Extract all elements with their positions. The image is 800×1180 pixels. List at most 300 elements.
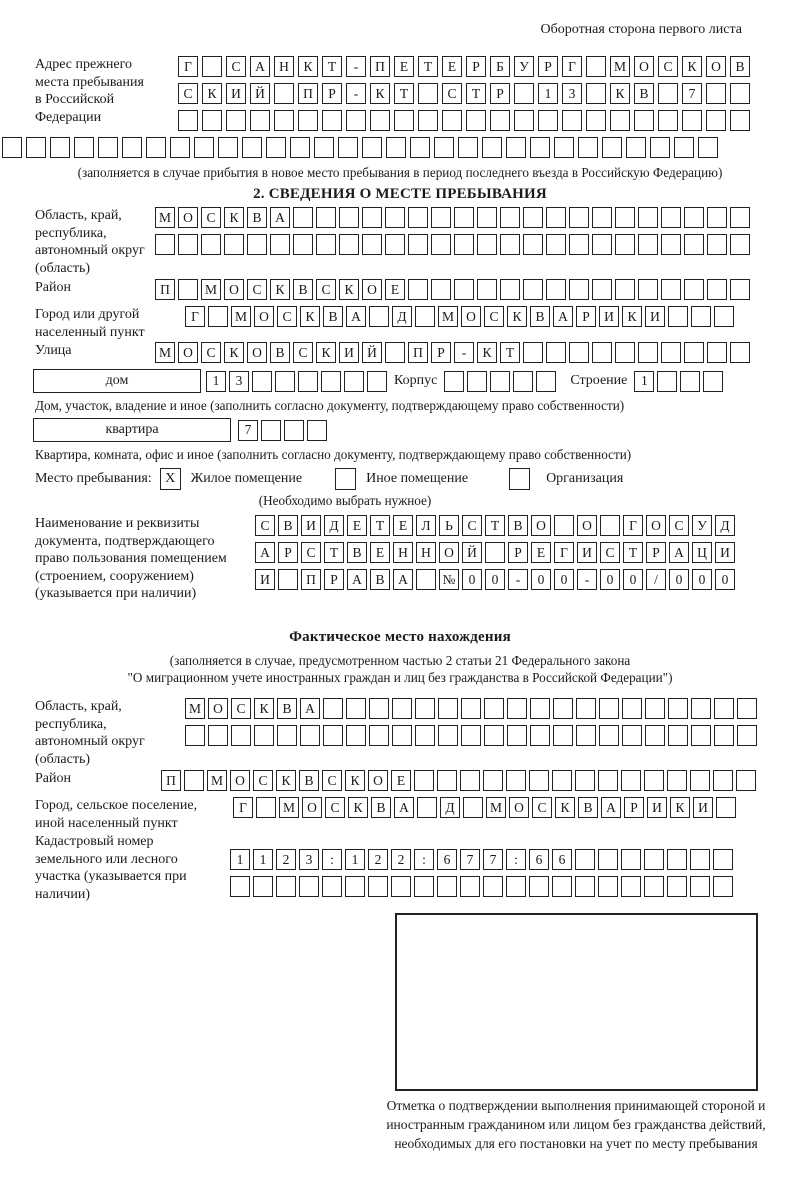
char-box[interactable] [737, 698, 757, 719]
char-box[interactable] [270, 234, 290, 255]
organizatsiya-checkbox[interactable] [509, 468, 530, 490]
char-box[interactable]: У [692, 515, 712, 536]
char-box[interactable] [202, 110, 222, 131]
char-box[interactable]: В [299, 770, 319, 791]
char-box[interactable] [466, 110, 486, 131]
char-box[interactable] [26, 137, 46, 158]
char-box[interactable]: Д [392, 306, 412, 327]
char-box[interactable] [431, 207, 451, 228]
char-box[interactable] [690, 849, 710, 870]
char-box[interactable] [323, 725, 343, 746]
char-box[interactable]: К [254, 698, 274, 719]
char-box[interactable] [707, 207, 727, 228]
char-box[interactable] [576, 725, 596, 746]
char-box[interactable]: П [155, 279, 175, 300]
char-box[interactable]: 7 [483, 849, 503, 870]
char-box[interactable] [667, 770, 687, 791]
char-box[interactable] [431, 279, 451, 300]
char-box[interactable]: 2 [368, 849, 388, 870]
char-box[interactable]: Т [466, 83, 486, 104]
char-box[interactable]: Д [715, 515, 735, 536]
char-box[interactable]: М [438, 306, 458, 327]
char-box[interactable]: Е [347, 515, 367, 536]
char-box[interactable]: М [610, 56, 630, 77]
char-box[interactable] [707, 279, 727, 300]
char-box[interactable]: О [577, 515, 597, 536]
char-box[interactable]: К [300, 306, 320, 327]
char-box[interactable]: В [270, 342, 290, 363]
char-box[interactable]: Р [538, 56, 558, 77]
char-box[interactable] [410, 137, 430, 158]
char-box[interactable] [530, 137, 550, 158]
char-box[interactable]: С [253, 770, 273, 791]
char-box[interactable] [385, 234, 405, 255]
char-box[interactable] [730, 83, 750, 104]
char-box[interactable]: : [322, 849, 342, 870]
char-box[interactable] [300, 725, 320, 746]
char-box[interactable] [224, 234, 244, 255]
char-box[interactable] [690, 770, 710, 791]
char-box[interactable]: О [368, 770, 388, 791]
char-box[interactable]: Н [274, 56, 294, 77]
char-box[interactable]: О [178, 207, 198, 228]
char-box[interactable] [415, 698, 435, 719]
char-box[interactable]: Т [370, 515, 390, 536]
char-box[interactable] [460, 876, 480, 897]
char-box[interactable]: К [298, 56, 318, 77]
char-box[interactable]: П [301, 569, 321, 590]
char-box[interactable] [346, 110, 366, 131]
char-box[interactable]: И [255, 569, 275, 590]
char-box[interactable] [638, 234, 658, 255]
char-box[interactable] [278, 569, 298, 590]
char-box[interactable]: Т [485, 515, 505, 536]
char-box[interactable] [707, 234, 727, 255]
char-box[interactable] [730, 110, 750, 131]
char-box[interactable] [370, 110, 390, 131]
char-box[interactable] [569, 279, 589, 300]
char-box[interactable] [418, 110, 438, 131]
char-box[interactable]: Т [623, 542, 643, 563]
char-box[interactable]: И [715, 542, 735, 563]
char-box[interactable] [74, 137, 94, 158]
char-box[interactable]: Г [562, 56, 582, 77]
char-box[interactable]: Д [324, 515, 344, 536]
char-box[interactable]: С [201, 207, 221, 228]
char-box[interactable]: Е [385, 279, 405, 300]
char-box[interactable] [684, 342, 704, 363]
char-box[interactable] [490, 371, 510, 392]
char-box[interactable]: О [254, 306, 274, 327]
char-box[interactable]: А [255, 542, 275, 563]
char-box[interactable] [552, 876, 572, 897]
char-box[interactable]: П [408, 342, 428, 363]
char-box[interactable] [713, 770, 733, 791]
char-box[interactable] [575, 849, 595, 870]
char-box[interactable] [274, 110, 294, 131]
char-box[interactable]: 3 [229, 371, 249, 392]
char-box[interactable]: Й [250, 83, 270, 104]
char-box[interactable] [713, 876, 733, 897]
char-box[interactable]: А [250, 56, 270, 77]
char-box[interactable] [644, 876, 664, 897]
char-box[interactable] [218, 137, 238, 158]
char-box[interactable] [714, 725, 734, 746]
char-box[interactable] [275, 371, 295, 392]
char-box[interactable]: Г [233, 797, 253, 818]
char-box[interactable] [615, 207, 635, 228]
char-box[interactable] [506, 770, 526, 791]
char-box[interactable]: 0 [623, 569, 643, 590]
char-box[interactable]: 1 [345, 849, 365, 870]
char-box[interactable] [691, 698, 711, 719]
char-box[interactable] [682, 110, 702, 131]
char-box[interactable]: Н [416, 542, 436, 563]
char-box[interactable]: М [486, 797, 506, 818]
char-box[interactable] [657, 371, 677, 392]
char-box[interactable]: М [231, 306, 251, 327]
char-box[interactable] [321, 371, 341, 392]
char-box[interactable] [394, 110, 414, 131]
char-box[interactable]: И [577, 542, 597, 563]
char-box[interactable] [298, 371, 318, 392]
char-box[interactable] [266, 137, 286, 158]
char-box[interactable]: Д [440, 797, 460, 818]
char-box[interactable] [575, 876, 595, 897]
char-box[interactable]: С [178, 83, 198, 104]
char-box[interactable] [2, 137, 22, 158]
char-box[interactable]: О [362, 279, 382, 300]
char-box[interactable] [444, 371, 464, 392]
char-box[interactable]: М [185, 698, 205, 719]
char-box[interactable]: А [347, 569, 367, 590]
char-box[interactable] [276, 876, 296, 897]
char-box[interactable] [434, 137, 454, 158]
char-box[interactable] [299, 876, 319, 897]
char-box[interactable]: 0 [462, 569, 482, 590]
char-box[interactable]: Е [442, 56, 462, 77]
char-box[interactable] [586, 56, 606, 77]
char-box[interactable]: О [247, 342, 267, 363]
char-box[interactable] [554, 137, 574, 158]
char-box[interactable] [691, 306, 711, 327]
char-box[interactable]: С [226, 56, 246, 77]
char-box[interactable] [316, 234, 336, 255]
char-box[interactable]: К [316, 342, 336, 363]
char-box[interactable]: 6 [529, 849, 549, 870]
char-box[interactable]: Л [416, 515, 436, 536]
char-box[interactable] [362, 137, 382, 158]
char-box[interactable]: Т [324, 542, 344, 563]
char-box[interactable] [552, 770, 572, 791]
char-box[interactable] [202, 56, 222, 77]
char-box[interactable] [408, 207, 428, 228]
char-box[interactable] [483, 770, 503, 791]
char-box[interactable]: К [224, 207, 244, 228]
char-box[interactable]: Р [278, 542, 298, 563]
char-box[interactable] [713, 849, 733, 870]
char-box[interactable]: А [300, 698, 320, 719]
char-box[interactable]: И [339, 342, 359, 363]
char-box[interactable]: К [270, 279, 290, 300]
char-box[interactable]: И [693, 797, 713, 818]
char-box[interactable] [691, 725, 711, 746]
char-box[interactable] [416, 569, 436, 590]
char-box[interactable]: М [155, 342, 175, 363]
char-box[interactable] [730, 207, 750, 228]
char-box[interactable] [322, 110, 342, 131]
char-box[interactable] [369, 306, 389, 327]
char-box[interactable]: С [255, 515, 275, 536]
char-box[interactable] [661, 234, 681, 255]
char-box[interactable]: О [461, 306, 481, 327]
char-box[interactable] [529, 770, 549, 791]
char-box[interactable]: Е [391, 770, 411, 791]
char-box[interactable]: Ь [439, 515, 459, 536]
char-box[interactable]: 1 [230, 849, 250, 870]
char-box[interactable]: О [509, 797, 529, 818]
char-box[interactable] [538, 110, 558, 131]
char-box[interactable] [576, 698, 596, 719]
char-box[interactable] [730, 279, 750, 300]
char-box[interactable]: Б [490, 56, 510, 77]
char-box[interactable]: О [178, 342, 198, 363]
char-box[interactable] [323, 698, 343, 719]
char-box[interactable]: И [645, 306, 665, 327]
inoe-checkbox[interactable] [335, 468, 356, 490]
char-box[interactable]: С [231, 698, 251, 719]
char-box[interactable] [667, 849, 687, 870]
char-box[interactable] [598, 849, 618, 870]
char-box[interactable]: Р [490, 83, 510, 104]
char-box[interactable] [277, 725, 297, 746]
char-box[interactable] [698, 137, 718, 158]
char-box[interactable] [386, 137, 406, 158]
char-box[interactable]: - [577, 569, 597, 590]
char-box[interactable]: Т [322, 56, 342, 77]
char-box[interactable]: 7 [460, 849, 480, 870]
char-box[interactable]: С [201, 342, 221, 363]
char-box[interactable] [247, 234, 267, 255]
char-box[interactable] [483, 876, 503, 897]
char-box[interactable] [484, 698, 504, 719]
char-box[interactable] [523, 279, 543, 300]
char-box[interactable]: С [669, 515, 689, 536]
char-box[interactable]: Р [322, 83, 342, 104]
char-box[interactable] [645, 725, 665, 746]
char-box[interactable] [690, 876, 710, 897]
char-box[interactable]: В [347, 542, 367, 563]
char-box[interactable]: П [370, 56, 390, 77]
char-box[interactable]: И [647, 797, 667, 818]
char-box[interactable]: Р [576, 306, 596, 327]
char-box[interactable] [293, 234, 313, 255]
char-box[interactable] [536, 371, 556, 392]
char-box[interactable] [362, 234, 382, 255]
char-box[interactable] [467, 371, 487, 392]
char-box[interactable] [569, 207, 589, 228]
char-box[interactable] [392, 698, 412, 719]
char-box[interactable] [231, 725, 251, 746]
char-box[interactable] [391, 876, 411, 897]
char-box[interactable] [684, 279, 704, 300]
char-box[interactable] [500, 234, 520, 255]
char-box[interactable]: - [508, 569, 528, 590]
char-box[interactable] [438, 725, 458, 746]
char-box[interactable] [546, 342, 566, 363]
char-box[interactable]: К [670, 797, 690, 818]
char-box[interactable] [437, 876, 457, 897]
char-box[interactable] [514, 110, 534, 131]
char-box[interactable]: 2 [276, 849, 296, 870]
char-box[interactable]: 0 [715, 569, 735, 590]
char-box[interactable] [736, 770, 756, 791]
char-box[interactable]: С [484, 306, 504, 327]
char-box[interactable]: К [348, 797, 368, 818]
char-box[interactable]: О [302, 797, 322, 818]
char-box[interactable]: Р [646, 542, 666, 563]
char-box[interactable] [253, 876, 273, 897]
char-box[interactable]: И [226, 83, 246, 104]
char-box[interactable] [610, 110, 630, 131]
char-box[interactable]: Р [508, 542, 528, 563]
char-box[interactable] [415, 725, 435, 746]
char-box[interactable] [293, 207, 313, 228]
char-box[interactable]: М [279, 797, 299, 818]
char-box[interactable] [485, 542, 505, 563]
char-box[interactable] [362, 207, 382, 228]
char-box[interactable]: 0 [531, 569, 551, 590]
char-box[interactable] [592, 279, 612, 300]
char-box[interactable]: К [555, 797, 575, 818]
char-box[interactable] [530, 698, 550, 719]
char-box[interactable]: М [207, 770, 227, 791]
char-box[interactable]: 3 [562, 83, 582, 104]
char-box[interactable]: А [553, 306, 573, 327]
char-box[interactable] [146, 137, 166, 158]
char-box[interactable]: 0 [600, 569, 620, 590]
char-box[interactable] [226, 110, 246, 131]
char-box[interactable] [638, 279, 658, 300]
char-box[interactable] [392, 725, 412, 746]
char-box[interactable] [523, 234, 543, 255]
char-box[interactable]: Т [500, 342, 520, 363]
char-box[interactable] [598, 876, 618, 897]
char-box[interactable] [703, 371, 723, 392]
char-box[interactable]: № [439, 569, 459, 590]
char-box[interactable] [477, 234, 497, 255]
char-box[interactable] [230, 876, 250, 897]
char-box[interactable]: : [506, 849, 526, 870]
char-box[interactable]: : [414, 849, 434, 870]
char-box[interactable]: 7 [682, 83, 702, 104]
char-box[interactable] [634, 110, 654, 131]
char-box[interactable] [602, 137, 622, 158]
char-box[interactable] [454, 279, 474, 300]
char-box[interactable]: А [393, 569, 413, 590]
char-box[interactable] [482, 137, 502, 158]
char-box[interactable] [316, 207, 336, 228]
char-box[interactable] [201, 234, 221, 255]
char-box[interactable]: А [669, 542, 689, 563]
char-box[interactable]: - [454, 342, 474, 363]
char-box[interactable] [569, 342, 589, 363]
char-box[interactable] [385, 207, 405, 228]
char-box[interactable] [714, 306, 734, 327]
char-box[interactable]: Р [324, 569, 344, 590]
char-box[interactable] [658, 110, 678, 131]
char-box[interactable]: В [247, 207, 267, 228]
char-box[interactable]: Г [178, 56, 198, 77]
char-box[interactable] [598, 770, 618, 791]
char-box[interactable] [368, 876, 388, 897]
char-box[interactable]: О [706, 56, 726, 77]
char-box[interactable]: Г [623, 515, 643, 536]
char-box[interactable]: В [323, 306, 343, 327]
char-box[interactable]: 6 [437, 849, 457, 870]
char-box[interactable] [408, 234, 428, 255]
char-box[interactable]: 7 [238, 420, 258, 441]
char-box[interactable]: 1 [538, 83, 558, 104]
char-box[interactable] [461, 725, 481, 746]
char-box[interactable]: Е [531, 542, 551, 563]
char-box[interactable] [658, 83, 678, 104]
char-box[interactable]: К [370, 83, 390, 104]
char-box[interactable]: К [202, 83, 222, 104]
char-box[interactable] [506, 137, 526, 158]
char-box[interactable]: П [161, 770, 181, 791]
char-box[interactable]: С [277, 306, 297, 327]
char-box[interactable] [322, 876, 342, 897]
char-box[interactable] [674, 137, 694, 158]
char-box[interactable]: А [601, 797, 621, 818]
char-box[interactable] [254, 725, 274, 746]
char-box[interactable] [586, 83, 606, 104]
char-box[interactable]: К [276, 770, 296, 791]
char-box[interactable]: Й [462, 542, 482, 563]
char-box[interactable]: В [278, 515, 298, 536]
char-box[interactable] [185, 725, 205, 746]
char-box[interactable] [252, 371, 272, 392]
char-box[interactable] [414, 876, 434, 897]
char-box[interactable] [415, 306, 435, 327]
char-box[interactable]: М [155, 207, 175, 228]
char-box[interactable] [338, 137, 358, 158]
char-box[interactable] [339, 234, 359, 255]
char-box[interactable]: С [462, 515, 482, 536]
char-box[interactable] [500, 207, 520, 228]
char-box[interactable] [668, 698, 688, 719]
char-box[interactable] [523, 342, 543, 363]
char-box[interactable] [261, 420, 281, 441]
char-box[interactable]: С [301, 542, 321, 563]
char-box[interactable] [621, 876, 641, 897]
char-box[interactable] [170, 137, 190, 158]
char-box[interactable]: Р [624, 797, 644, 818]
char-box[interactable] [408, 279, 428, 300]
char-box[interactable]: О [531, 515, 551, 536]
char-box[interactable]: - [346, 83, 366, 104]
char-box[interactable]: Р [466, 56, 486, 77]
char-box[interactable] [369, 725, 389, 746]
char-box[interactable] [346, 698, 366, 719]
char-box[interactable]: Е [370, 542, 390, 563]
char-box[interactable]: О [439, 542, 459, 563]
char-box[interactable] [461, 698, 481, 719]
char-box[interactable] [554, 515, 574, 536]
char-box[interactable] [500, 279, 520, 300]
char-box[interactable] [615, 279, 635, 300]
